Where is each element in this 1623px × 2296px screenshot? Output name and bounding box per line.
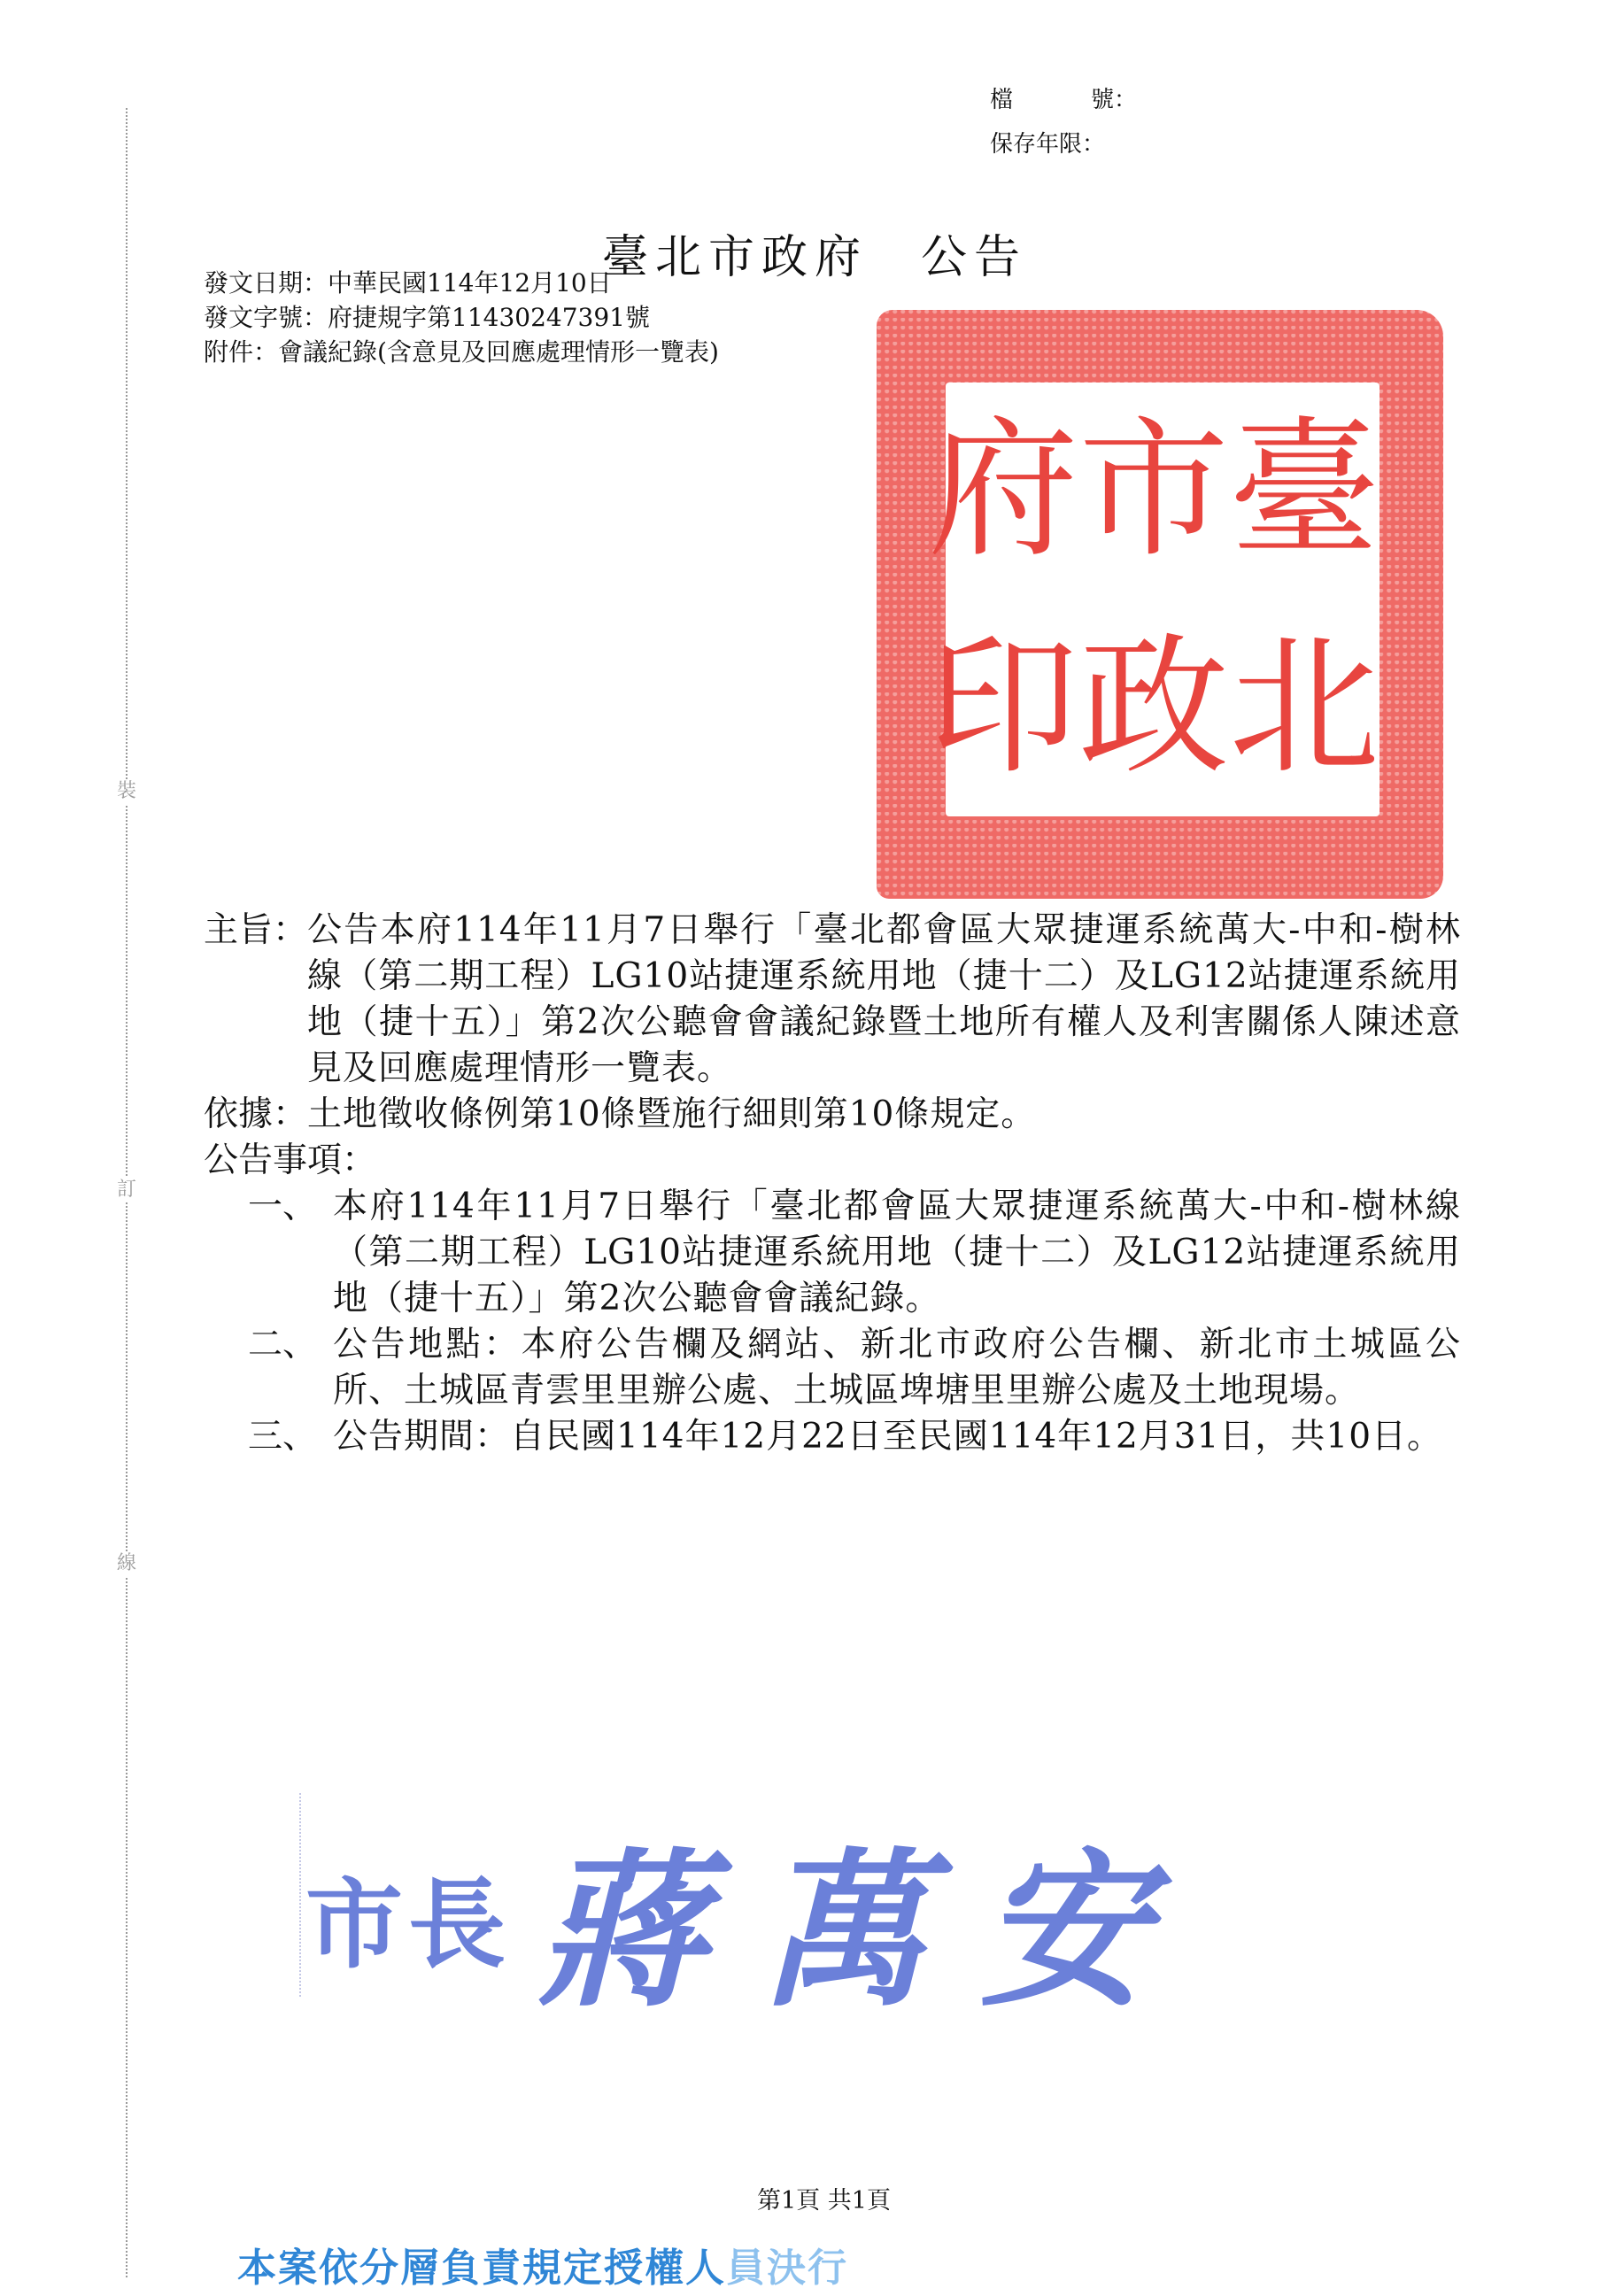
binding-mark-ding: 訂	[113, 1178, 140, 1202]
attachment-value: 會議紀錄(含意見及回應處理情形一覽表)	[278, 337, 719, 367]
page-indicator: 第1頁 共1頁	[757, 2187, 891, 2215]
item-number: 一、	[248, 1187, 318, 1226]
list-item	[248, 1414, 1461, 1460]
item-text: 本府114年11月7日舉行「臺北都會區大眾捷運系統萬大-中和-樹林線（第二期工程）LG10站捷運系統用地（捷十二）及LG12站捷運系統用地（捷十五）」第2次公聽會會議紀錄。	[333, 1187, 1461, 1318]
delegation-note-main: 本案依分層負責規定授權人	[237, 2246, 726, 2291]
issue-number-value: 府捷規字第11430247391號	[328, 303, 650, 332]
item-number: 三、	[248, 1417, 318, 1457]
issue-date-label: 發文日期：	[204, 268, 328, 298]
file-number-label	[990, 78, 1114, 122]
issue-date-value: 中華民國114年12月10日	[328, 268, 612, 298]
seal-char: 臺	[1228, 403, 1380, 578]
list-item	[248, 1322, 1461, 1414]
signature-name: 蔣萬安	[537, 1831, 1202, 2029]
seal-characters	[927, 383, 1380, 816]
seal-char: 印	[927, 620, 1078, 795]
attachment-label: 附件：	[204, 337, 279, 367]
mayor-signature	[305, 1806, 1202, 2028]
official-seal-icon	[877, 310, 1443, 899]
file-meta	[990, 78, 1137, 166]
announcement-items	[248, 1184, 1461, 1460]
seal-char: 市	[1078, 403, 1229, 578]
basis-text: 土地徵收條例第10條暨施行細則第10條規定。	[307, 1094, 1037, 1134]
items-heading: 公告事項：	[204, 1140, 377, 1180]
list-item	[248, 1184, 1461, 1322]
signature-title: 市長	[305, 1867, 511, 1982]
delegation-stamp	[237, 2236, 848, 2292]
document-meta	[204, 266, 719, 369]
item-number: 二、	[248, 1325, 318, 1364]
retention-label: 保存年限：	[990, 131, 1106, 158]
basis-label: 依據：	[204, 1094, 308, 1134]
file-number-row	[990, 78, 1137, 122]
subject-paragraph	[204, 908, 1461, 1092]
issue-number-label: 發文字號：	[204, 303, 328, 332]
seal-char: 政	[1078, 620, 1229, 795]
seal-char: 北	[1228, 620, 1380, 795]
announcement-body	[204, 908, 1461, 1460]
item-text: 公告期間：自民國114年12月22日至民國114年12月31日，共10日。	[333, 1417, 1443, 1457]
binding-mark-zhuang: 裝	[113, 779, 140, 804]
subject-label: 主旨：	[204, 910, 308, 950]
delegation-note-faded: 員決行	[726, 2246, 848, 2291]
item-text: 公告地點：本府公告欄及網站、新北市政府公告欄、新北市土城區公所、土城區青雲里里辦公處、土城區埤塘里里辦公處及土地現場。	[333, 1325, 1461, 1411]
attachment-row	[204, 335, 719, 369]
file-number-label-left: 檔	[990, 87, 1014, 113]
seal-char: 府	[927, 403, 1078, 578]
binding-mark-xian: 線	[113, 1551, 140, 1576]
retention-row	[990, 122, 1137, 166]
colon: ：	[1114, 87, 1138, 113]
issuer: 臺北市政府	[602, 230, 869, 284]
file-number-label-right: 號	[1090, 87, 1114, 113]
subject-text: 公告本府114年11月7日舉行「臺北都會區大眾捷運系統萬大-中和-樹林線（第二期工程）LG10站捷運系統用地（捷十二）及LG12站捷運系統用地（捷十五）」第2次公聽會會議紀錄暨土地所有權人及利害關係人陳述意見及回應處理情形一覽表。	[307, 910, 1461, 1088]
basis-paragraph	[204, 1092, 1461, 1138]
doc-type: 公告	[921, 230, 1028, 284]
issue-date-row	[204, 266, 719, 300]
issue-number-row	[204, 300, 719, 335]
